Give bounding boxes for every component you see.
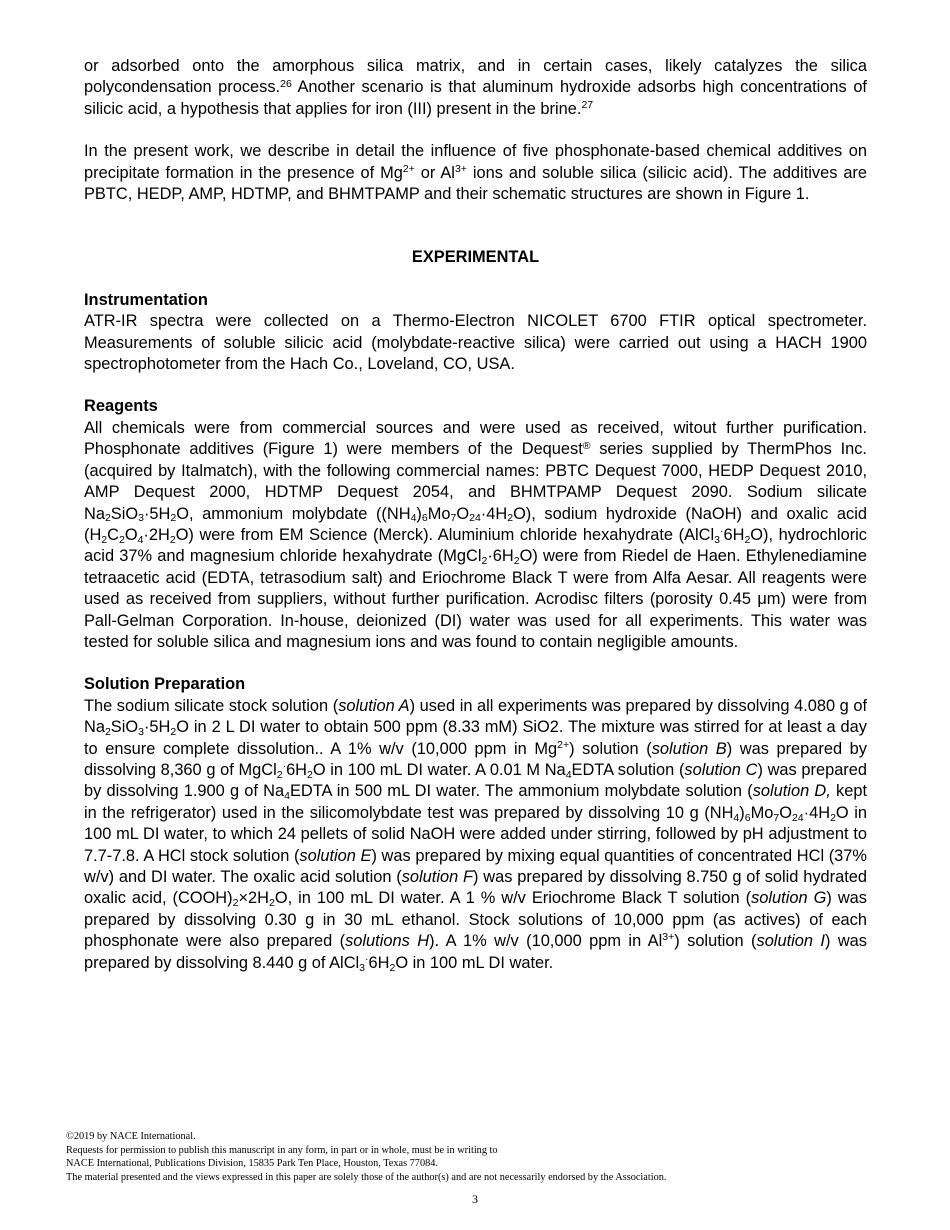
- section-title-experimental: EXPERIMENTAL: [411, 248, 540, 267]
- intro-paragraph-2: In the present work, we describe in detail the influence of five phosphonate-based chemical additives on precipitate formation in the presence of $Mg^{2+}$ or $Al^{3+}$ ions and soluble silica (silicic acid). The additives are PBTC, HEDP, AMP, HDTMP, and BHMTPAMP and their schematic structures are shown in Figure 1.: [84, 142, 868, 204]
- copyright-footer: [66, 1130, 886, 1184]
- page-body: [84, 56, 867, 974]
- citation-26: 26: [280, 77, 292, 90]
- footer-address-line: NACE International, Publications Division, 15835 Park Ten Place, Houston, Texas 77084.: [66, 1158, 438, 1169]
- page-number: 3: [472, 1192, 478, 1206]
- subsection-heading-reagents: Reagents: [84, 397, 158, 416]
- footer-disclaimer-line: The material presented and the views expressed in this paper are solely those of the author(s) and are not necessarily endorsed by the Association.: [66, 1171, 667, 1183]
- subsection-heading-instrumentation: Instrumentation: [84, 290, 208, 309]
- footer-permission-line: Requests for permission to publish this manuscript in any form, in part or in whole, must be in writing to: [66, 1144, 498, 1156]
- subsection-heading-solution-preparation: Solution Preparation: [84, 675, 246, 694]
- citation-27: 27: [581, 99, 594, 112]
- footer-copyright-line: ©2019 by NACE International.: [66, 1131, 196, 1142]
- instrumentation-paragraph: ATR-IR spectra were collected on a Thermo-Electron NICOLET 6700 FTIR optical spectrometer. Measurements of soluble silicic acid (molybdate-reactive silica) were carried out using a HACH 1900 spectrophotometer from the Hach Co., Loveland, CO, USA.: [84, 312, 867, 374]
- intro-paragraph-1: or adsorbed onto the amorphous silica matrix, and in certain cases, likely catalyzes the silica polycondensation process.$^{26}$ Another scenario is that aluminum hydroxide adsorbs high concentrations of silicic acid, a hypothesis that applies for iron (III) present in the brine.$^{27}$: [84, 57, 867, 118]
- reagents-paragraph: All chemicals were from commercial sources and were used as received, witout further purification. Phosphonate additives (Figure 1) were members of the Dequest® series supplied by ThermPhos Inc. (acquired by Italmatch), with the following commercial names: PBTC Dequest 7000, HEDP Dequest 2010, AMP Dequest 2000, HDTMP Dequest 2054, and BHMTPAMP Dequest 2090. Sodium silicate $Na_2SiO_3\cdot 5H_2O$, ammonium molybdate $((NH_4)_6Mo_7O_{24}\cdot 4H_2O)$, sodium hydroxide (NaOH) and oxalic acid $(H_2C_2O_4\cdot 2H_2O)$ were from EM Science (Merck). Aluminium chloride hexahydrate $(AlCl_3^\cdot 6H_2O)$, hydrochloric acid 37% and magnesium chloride hexahydrate $(MgCl_2\cdot 6H_2O)$ were from Riedel de Haen. Ethylenediamine tetraacetic acid (EDTA, tetrasodium salt) and Eriochrome Black T were from Alfa Aesar. All reagents were used as received from suppliers, without further purification. Acrodisc filters (porosity 0.45 μm) were from Pall-Gelman Corporation. In-house, deionized (DI) water was used for all experiments. This water was tested for soluble silica and magnesium ions and was found to contain negligible amounts.: [84, 418, 868, 651]
- solution-preparation-paragraph: The sodium silicate stock solution (solution A) used in all experiments was prepared by dissolving 4.080 g of $Na_2SiO_3\cdot 5H_2O$ in 2 L DI water to obtain 500 ppm (8.33 mM) SiO2. The mixture was stirred for at least a day to ensure complete dissolution.. A 1% w/v (10,000 ppm in $Mg^{2+}$) solution (solution B) was prepared by dissolving 8,360 g of $MgCl_2^\cdot 6H_2O$ in 100 mL DI water. A 0.01 M $Na_4EDTA$ solution (solution C) was prepared by dissolving 1.900 g of $Na_4EDTA$ in 500 mL DI water. The ammonium molybdate solution (solution D, kept in the refrigerator) used in the silicomolybdate test was prepared by dissolving 10 g $(NH_4)_6Mo_7O_{24}\cdot 4H_2O$ in 100 mL DI water, to which 24 pellets of solid NaOH were added under stirring, followed by pH adjustment to 7.7-7.8. A HCl stock solution (solution E) was prepared by mixing equal quantities of concentrated HCl (37% w/v) and DI water. The oxalic acid solution (solution F) was prepared by dissolving 8.750 g of solid hydrated oxalic acid, $(COOH)_2\times 2H_2O$, in 100 mL DI water. A 1 % w/v Eriochrome Black T solution (solution G) was prepared by dissolving 0.30 g in 30 mL ethanol. Stock solutions of 10,000 ppm (as actives) of each phosphonate were also prepared (solutions H). A 1% w/v (10,000 ppm in $Al^{3+}$) solution (solution I) was prepared by dissolving 8.440 g of $AlCl_3^\cdot 6H_2O$ in 100 mL DI water.: [84, 696, 867, 974]
